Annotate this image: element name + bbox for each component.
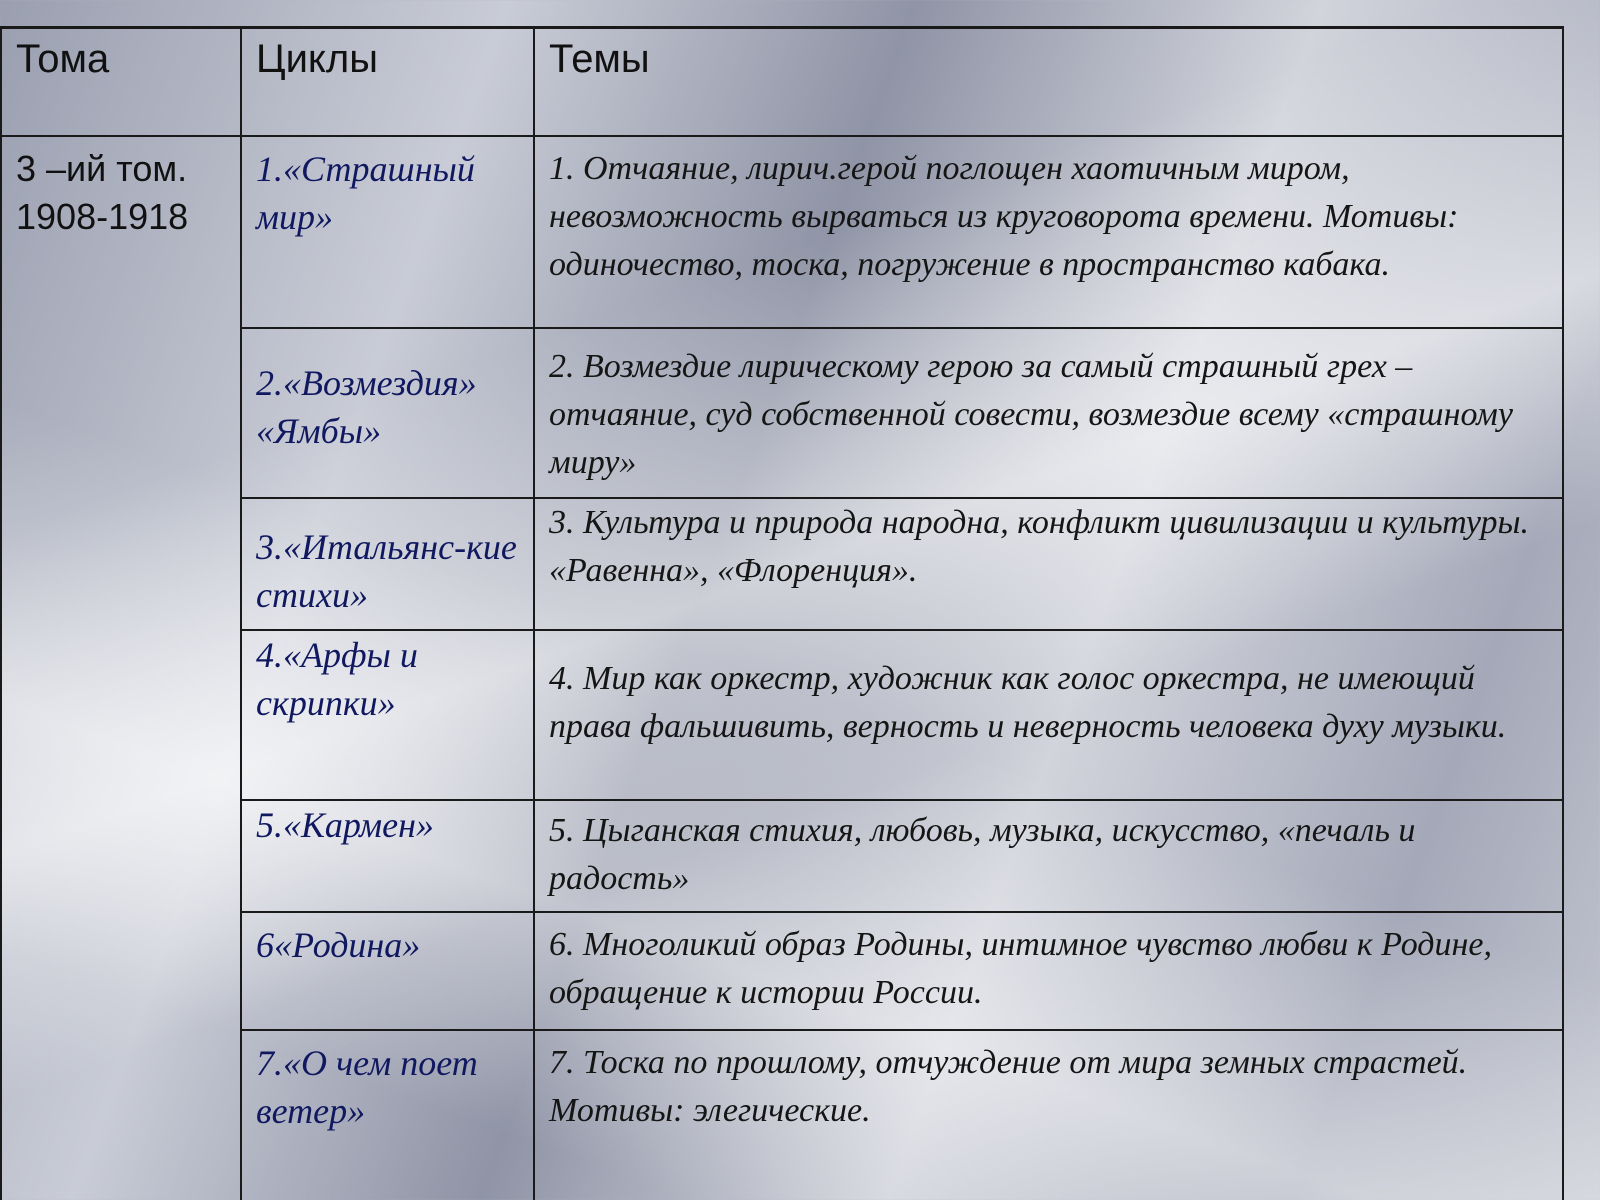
header-themes: Темы [534,28,1563,136]
theme-cell: 1. Отчаяние, лирич.герой поглощен хаотичным миром, невозможность вырваться из круговорота времени. Мотивы: одиночество, тоска, погружение в пространство кабака. [534,136,1563,328]
header-cycles: Циклы [241,28,534,136]
table-row [1,136,1563,328]
cycle-cell: 5.«Кармен» [241,800,534,912]
cycle-cell: 3.«Итальянс-кие стихи» [241,498,534,630]
cycle-cell: 2.«Возмездия» «Ямбы» [241,328,534,498]
blok-cycles-table [0,26,1564,1200]
volume-cell [1,136,241,1200]
theme-cell: 4. Мир как оркестр, художник как голос оркестра, не имеющий права фальшивить, верность и неверность человека духу музыки. [534,630,1563,800]
theme-cell: 6. Многоликий образ Родины, интимное чувство любви к Родине, обращение к истории России. [534,912,1563,1030]
theme-cell: 3. Культура и природа народна, конфликт цивилизации и культуры. «Равенна», «Флоренция». [534,498,1563,630]
header-volumes: Тома [1,28,241,136]
theme-cell: 2. Возмездие лирическому герою за самый страшный грех – отчаяние, суд собственной совести, возмездие всему «страшному миру» [534,328,1563,498]
cycle-cell: 6«Родина» [241,912,534,1030]
volume-years: 1908-1918 [16,195,189,237]
cycle-cell: 4.«Арфы и скрипки» [241,630,534,800]
theme-cell: 5. Цыганская стихия, любовь, музыка, искусство, «печаль и радость» [534,800,1563,912]
cycle-cell: 1.«Страшный мир» [241,136,534,328]
volume-title: 3 –ий том. [16,147,188,189]
theme-cell: 7. Тоска по прошлому, отчуждение от мира земных страстей. Мотивы: элегические. [534,1030,1563,1200]
cycle-cell: 7.«О чем поет ветер» [241,1030,534,1200]
header-row [1,28,1563,136]
